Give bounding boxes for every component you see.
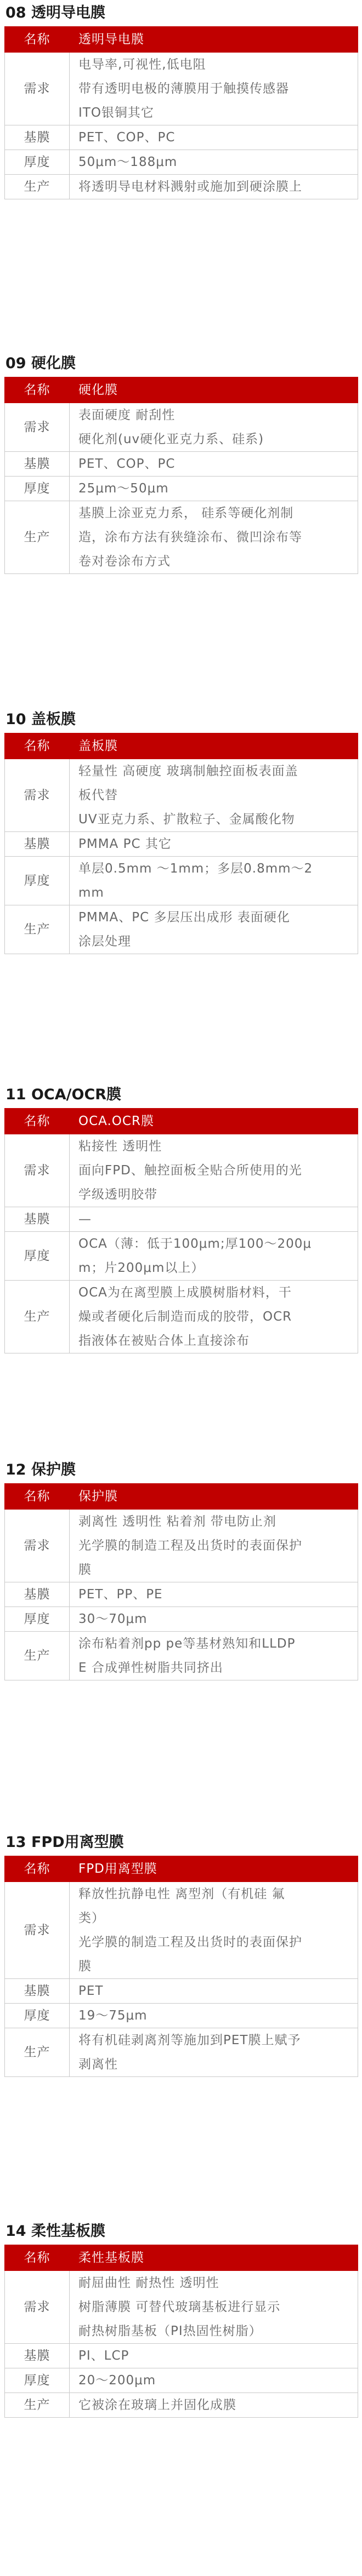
row-value-cell xyxy=(70,1607,358,1632)
table-row xyxy=(5,1607,358,1632)
section-cover-film xyxy=(0,707,362,954)
value-line: 30～70μm xyxy=(78,1612,148,1626)
row-value-cell xyxy=(70,1632,358,1680)
row-value-cell xyxy=(70,175,358,199)
row-value-cell xyxy=(70,759,358,832)
spec-table xyxy=(4,1108,358,1353)
value-line: PET、COP、PC xyxy=(78,130,176,145)
row-key-cell: 厚度 xyxy=(5,1607,70,1632)
value-line: 光学膜的制造工程及出货时的表面保护 xyxy=(78,1539,302,1553)
row-value-cell xyxy=(70,1510,358,1582)
spec-table xyxy=(4,1483,358,1680)
row-key-cell: 生产 xyxy=(5,501,70,574)
row-value-cell xyxy=(70,501,358,574)
table-header-row xyxy=(5,1856,358,1882)
table-row xyxy=(5,1281,358,1353)
section-heading: 11 OCA/OCR膜 xyxy=(5,1086,122,1103)
table-row xyxy=(5,175,358,199)
value-line: 粘接性 透明性 xyxy=(78,1139,162,1154)
value-line: 它被涂在玻璃上并固化成膜 xyxy=(78,2398,236,2412)
row-key-cell: 基膜 xyxy=(5,452,70,477)
value-line: 单层0.5mm ～1mm；多层0.8mm～2 xyxy=(78,862,313,876)
value-line: 耐热树脂基板（PI热固性树脂） xyxy=(78,2324,262,2338)
row-key-cell: 需求 xyxy=(5,53,70,125)
row-key-cell: 厚度 xyxy=(5,2004,70,2028)
table-row xyxy=(5,53,358,125)
table-header-row xyxy=(5,1484,358,1510)
value-line: 卷对卷涂布方式 xyxy=(78,554,171,569)
value-line: 涂层处理 xyxy=(78,934,131,949)
table-header-row xyxy=(5,733,358,759)
row-value-cell xyxy=(70,2393,358,2418)
value-line: 造，涂布方法有狭缝涂布、微凹涂布等 xyxy=(78,530,302,544)
header-value-cell: FPD用离型膜 xyxy=(70,1856,358,1882)
table-row xyxy=(5,1134,358,1207)
value-line: m；片200μm以上） xyxy=(78,1261,205,1275)
table-row xyxy=(5,150,358,175)
row-key-cell: 厚度 xyxy=(5,2368,70,2393)
table-row xyxy=(5,832,358,857)
value-line: 25μm～50μm xyxy=(78,481,169,496)
value-line: mm xyxy=(78,886,104,900)
value-line: OCA为在离型膜上成膜树脂材料，干 xyxy=(78,1286,292,1300)
section-transparent-conductive-film xyxy=(0,0,362,199)
value-line: 膜 xyxy=(78,1959,92,1973)
row-key-cell: 基膜 xyxy=(5,1207,70,1232)
header-value-cell: 硬化膜 xyxy=(70,377,358,403)
table-header-row xyxy=(5,377,358,403)
section-fpd-release-film xyxy=(0,1829,362,2077)
header-key-cell: 名称 xyxy=(5,1856,70,1882)
row-value-cell xyxy=(70,150,358,175)
value-line: 指液体在被贴合体上直接涂布 xyxy=(78,1334,250,1348)
value-line: 树脂薄膜 可替代玻璃基板进行显示 xyxy=(78,2300,281,2314)
value-line: 带有透明电极的薄膜用于触摸传感器 xyxy=(78,82,289,96)
row-value-cell xyxy=(70,2368,358,2393)
table-header-row xyxy=(5,2245,358,2271)
row-value-cell xyxy=(70,1281,358,1353)
table-row xyxy=(5,1979,358,2004)
row-key-cell: 需求 xyxy=(5,1134,70,1207)
value-line: PET、PP、PE xyxy=(78,1587,163,1602)
row-value-cell xyxy=(70,2028,358,2077)
header-value-cell: 盖板膜 xyxy=(70,733,358,759)
table-row xyxy=(5,857,358,905)
header-value-cell: 柔性基板膜 xyxy=(70,2245,358,2271)
row-value-cell xyxy=(70,1207,358,1232)
value-line: 基膜上涂亚克力系， 硅系等硬化剂制 xyxy=(78,506,294,520)
row-key-cell: 需求 xyxy=(5,2271,70,2344)
value-line: 板代替 xyxy=(78,788,118,802)
table-row xyxy=(5,452,358,477)
table-row xyxy=(5,2028,358,2077)
value-line: UV亚克力系、扩散粒子、金属酸化物 xyxy=(78,812,295,827)
header-key-cell: 名称 xyxy=(5,1484,70,1510)
value-line: PMMA、PC 多层压出成形 表面硬化 xyxy=(78,910,290,925)
value-line: 表面硬度 耐刮性 xyxy=(78,408,176,422)
table-row xyxy=(5,1882,358,1979)
row-key-cell: 需求 xyxy=(5,403,70,452)
row-value-cell xyxy=(70,1232,358,1281)
row-key-cell: 需求 xyxy=(5,1510,70,1582)
row-value-cell xyxy=(70,832,358,857)
section-protective-film xyxy=(0,1457,362,1680)
table-row xyxy=(5,2344,358,2368)
row-value-cell xyxy=(70,905,358,954)
table-row xyxy=(5,477,358,501)
row-value-cell xyxy=(70,53,358,125)
header-key-cell: 名称 xyxy=(5,27,70,53)
row-key-cell: 生产 xyxy=(5,905,70,954)
value-line: ITO银铜其它 xyxy=(78,106,154,120)
value-line: 膜 xyxy=(78,1563,92,1577)
row-value-cell xyxy=(70,403,358,452)
row-key-cell: 基膜 xyxy=(5,2344,70,2368)
value-line: PET、COP、PC xyxy=(78,457,176,471)
row-key-cell: 基膜 xyxy=(5,125,70,150)
spec-table xyxy=(4,2245,358,2418)
section-oca-ocr-film xyxy=(0,1082,362,1353)
table-header-row xyxy=(5,27,358,53)
value-line: PMMA PC 其它 xyxy=(78,837,172,851)
row-value-cell xyxy=(70,125,358,150)
value-line: 将透明导电材料溅射或施加到硬涂膜上 xyxy=(78,180,302,194)
spec-table xyxy=(4,377,358,574)
header-key-cell: 名称 xyxy=(5,2245,70,2271)
value-line: PET xyxy=(78,1984,104,1998)
table-row xyxy=(5,2393,358,2418)
row-value-cell xyxy=(70,1882,358,1979)
value-line: 学级透明胶带 xyxy=(78,1187,157,1202)
section-heading: 10 盖板膜 xyxy=(5,711,76,728)
row-key-cell: 需求 xyxy=(5,759,70,832)
value-line: 光学膜的制造工程及出货时的表面保护 xyxy=(78,1935,302,1949)
table-row xyxy=(5,1510,358,1582)
value-line: 20～200μm xyxy=(78,2373,156,2388)
value-line: 将有机硅剥离剂等施加到PET膜上赋予 xyxy=(78,2033,301,2047)
value-line: 轻量性 高硬度 玻璃制触控面板表面盖 xyxy=(78,764,298,778)
section-heading: 13 FPD用离型膜 xyxy=(5,1834,124,1851)
row-key-cell: 生产 xyxy=(5,1632,70,1680)
row-key-cell: 生产 xyxy=(5,2393,70,2418)
section-flexible-substrate-film xyxy=(0,2218,362,2418)
section-hardcoat-film xyxy=(0,351,362,574)
section-heading: 08 透明导电膜 xyxy=(5,4,105,21)
table-header-row xyxy=(5,1109,358,1134)
row-key-cell: 生产 xyxy=(5,2028,70,2077)
row-value-cell xyxy=(70,1582,358,1607)
row-key-cell: 生产 xyxy=(5,1281,70,1353)
row-key-cell: 厚度 xyxy=(5,477,70,501)
table-row xyxy=(5,905,358,954)
value-line: 剥离性 透明性 粘着剂 带电防止剂 xyxy=(78,1514,276,1529)
value-line: 硬化剂(uv硬化亚克力系、硅系) xyxy=(78,432,264,446)
header-key-cell: 名称 xyxy=(5,1109,70,1134)
value-line: 电导率,可视性,低电阻 xyxy=(78,58,206,72)
value-line: E 合成弹性树脂共同挤出 xyxy=(78,1661,223,1675)
value-line: 19～75μm xyxy=(78,2009,148,2023)
value-line: 释放性抗静电性 离型剂（有机硅 氟 xyxy=(78,1887,285,1901)
header-value-cell: OCA.OCR膜 xyxy=(70,1109,358,1134)
header-key-cell: 名称 xyxy=(5,733,70,759)
table-row xyxy=(5,1207,358,1232)
row-key-cell: 基膜 xyxy=(5,1979,70,2004)
row-key-cell: 需求 xyxy=(5,1882,70,1979)
row-value-cell xyxy=(70,1134,358,1207)
row-value-cell xyxy=(70,1979,358,2004)
section-heading: 14 柔性基板膜 xyxy=(5,2223,105,2240)
header-key-cell: 名称 xyxy=(5,377,70,403)
row-value-cell xyxy=(70,857,358,905)
row-key-cell: 厚度 xyxy=(5,857,70,905)
table-row xyxy=(5,403,358,452)
section-heading: 09 硬化膜 xyxy=(5,355,76,372)
table-row xyxy=(5,501,358,574)
row-value-cell xyxy=(70,2271,358,2344)
row-key-cell: 厚度 xyxy=(5,150,70,175)
value-line: 耐屈曲性 耐热性 透明性 xyxy=(78,2276,219,2290)
value-line: 类） xyxy=(78,1911,105,1925)
table-row xyxy=(5,1232,358,1281)
value-line: 50μm～188μm xyxy=(78,155,178,169)
row-value-cell xyxy=(70,452,358,477)
value-line: 面向FPD、触控面板全贴合所使用的光 xyxy=(78,1163,302,1178)
row-key-cell: 厚度 xyxy=(5,1232,70,1281)
row-value-cell xyxy=(70,2344,358,2368)
row-key-cell: 生产 xyxy=(5,175,70,199)
spec-table xyxy=(4,733,358,954)
value-line: 涂布粘着剂pp pe等基材熟知和LLDP xyxy=(78,1637,296,1651)
value-line: PI、LCP xyxy=(78,2349,129,2363)
table-row xyxy=(5,759,358,832)
table-row xyxy=(5,2368,358,2393)
row-value-cell xyxy=(70,477,358,501)
table-row xyxy=(5,2004,358,2028)
table-row xyxy=(5,125,358,150)
row-key-cell: 基膜 xyxy=(5,832,70,857)
table-row xyxy=(5,2271,358,2344)
table-row xyxy=(5,1582,358,1607)
value-line: OCA（薄：低于100μm;厚100～200μ xyxy=(78,1237,312,1251)
value-line: 剥离性 xyxy=(78,2057,118,2072)
section-heading: 12 保护膜 xyxy=(5,1461,76,1478)
table-row xyxy=(5,1632,358,1680)
value-line: 燥或者硬化后制造而成的胶带，OCR xyxy=(78,1310,292,1324)
spec-table xyxy=(4,26,358,199)
spec-table xyxy=(4,1856,358,2077)
row-key-cell: 基膜 xyxy=(5,1582,70,1607)
value-line: — xyxy=(78,1212,92,1226)
header-value-cell: 透明导电膜 xyxy=(70,27,358,53)
row-value-cell xyxy=(70,2004,358,2028)
header-value-cell: 保护膜 xyxy=(70,1484,358,1510)
